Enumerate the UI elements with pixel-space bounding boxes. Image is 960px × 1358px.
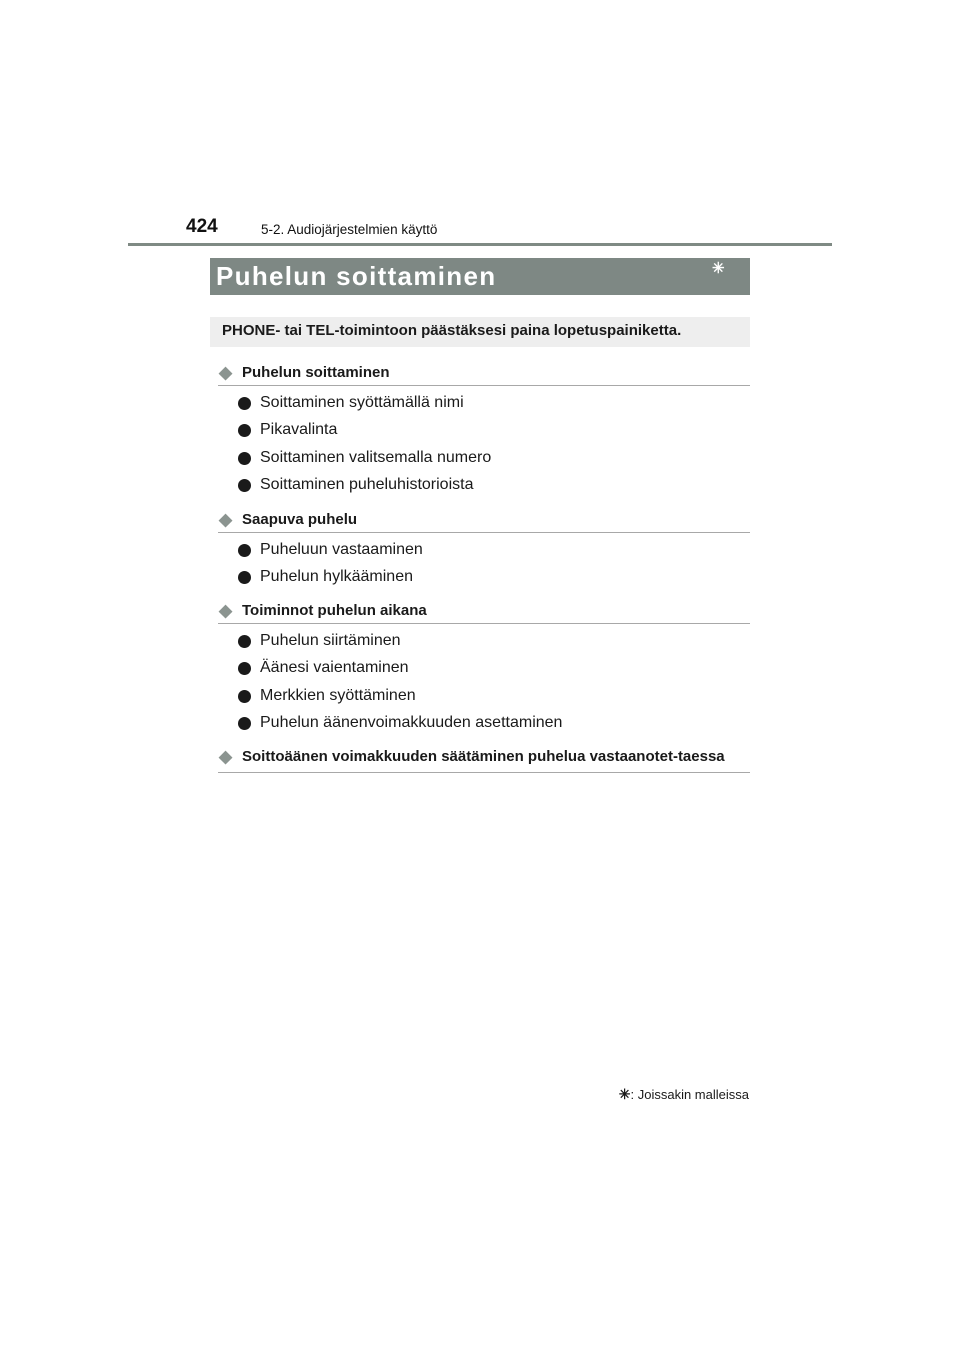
section-making-call: [218, 361, 750, 501]
section-ringtone-volume: [218, 745, 750, 773]
bullet-icon: [238, 424, 251, 437]
list-item: Puhelun hylkääminen: [238, 566, 750, 593]
list-item: Puhelun äänenvoimakkuuden asettaminen: [238, 712, 750, 739]
diamond-icon: ◆: [219, 363, 233, 382]
diamond-icon: ◆: [219, 601, 233, 620]
bullet-icon: [238, 717, 251, 730]
list-item: Merkkien syöttäminen: [238, 685, 750, 712]
footnote: [619, 1086, 749, 1103]
bullet-icon: [238, 544, 251, 557]
bullet-icon: [238, 662, 251, 675]
item-list: [218, 539, 750, 594]
item-list: [218, 630, 750, 739]
section-heading: ◆ Soittoäänen voimakkuuden säätäminen puhelua vastaanotet-taessa: [218, 745, 750, 773]
page-title: Puhelun soittaminen: [216, 261, 497, 291]
item-list: [218, 392, 750, 501]
list-item: Äänesi vaientaminen: [238, 657, 750, 684]
footnote-text: : Joissakin malleissa: [630, 1087, 749, 1102]
section-in-call-functions: [218, 599, 750, 739]
section-heading: ◆ Toiminnot puhelun aikana: [218, 599, 750, 624]
bullet-icon: [238, 690, 251, 703]
asterisk-icon: ✳: [712, 260, 725, 277]
section-heading: ◆ Puhelun soittaminen: [218, 361, 750, 386]
diamond-icon: ◆: [219, 747, 233, 766]
page-number: 424: [186, 216, 218, 237]
diamond-icon: ◆: [219, 510, 233, 529]
bullet-icon: [238, 479, 251, 492]
list-item: Puhelun siirtäminen: [238, 630, 750, 657]
intro-box: [210, 317, 750, 347]
bullet-icon: [238, 571, 251, 584]
section-incoming-call: [218, 508, 750, 594]
list-item: Soittaminen valitsemalla numero: [238, 447, 750, 474]
intro-text: PHONE- tai TEL-toimintoon päästäksesi paina lopetuspainiketta.: [222, 322, 682, 339]
bullet-icon: [238, 397, 251, 410]
bullet-icon: [238, 452, 251, 465]
chapter-title: 5-2. Audiojärjestelmien käyttö: [261, 222, 438, 237]
bullet-icon: [238, 635, 251, 648]
title-bar: [210, 258, 750, 295]
list-item: Puheluun vastaaminen: [238, 539, 750, 566]
list-item: Soittaminen syöttämällä nimi: [238, 392, 750, 419]
list-item: Soittaminen puheluhistorioista: [238, 474, 750, 501]
asterisk-icon: ✳: [618, 1086, 631, 1102]
header-rule: [128, 243, 832, 246]
list-item: Pikavalinta: [238, 419, 750, 446]
section-heading: ◆ Saapuva puhelu: [218, 508, 750, 533]
